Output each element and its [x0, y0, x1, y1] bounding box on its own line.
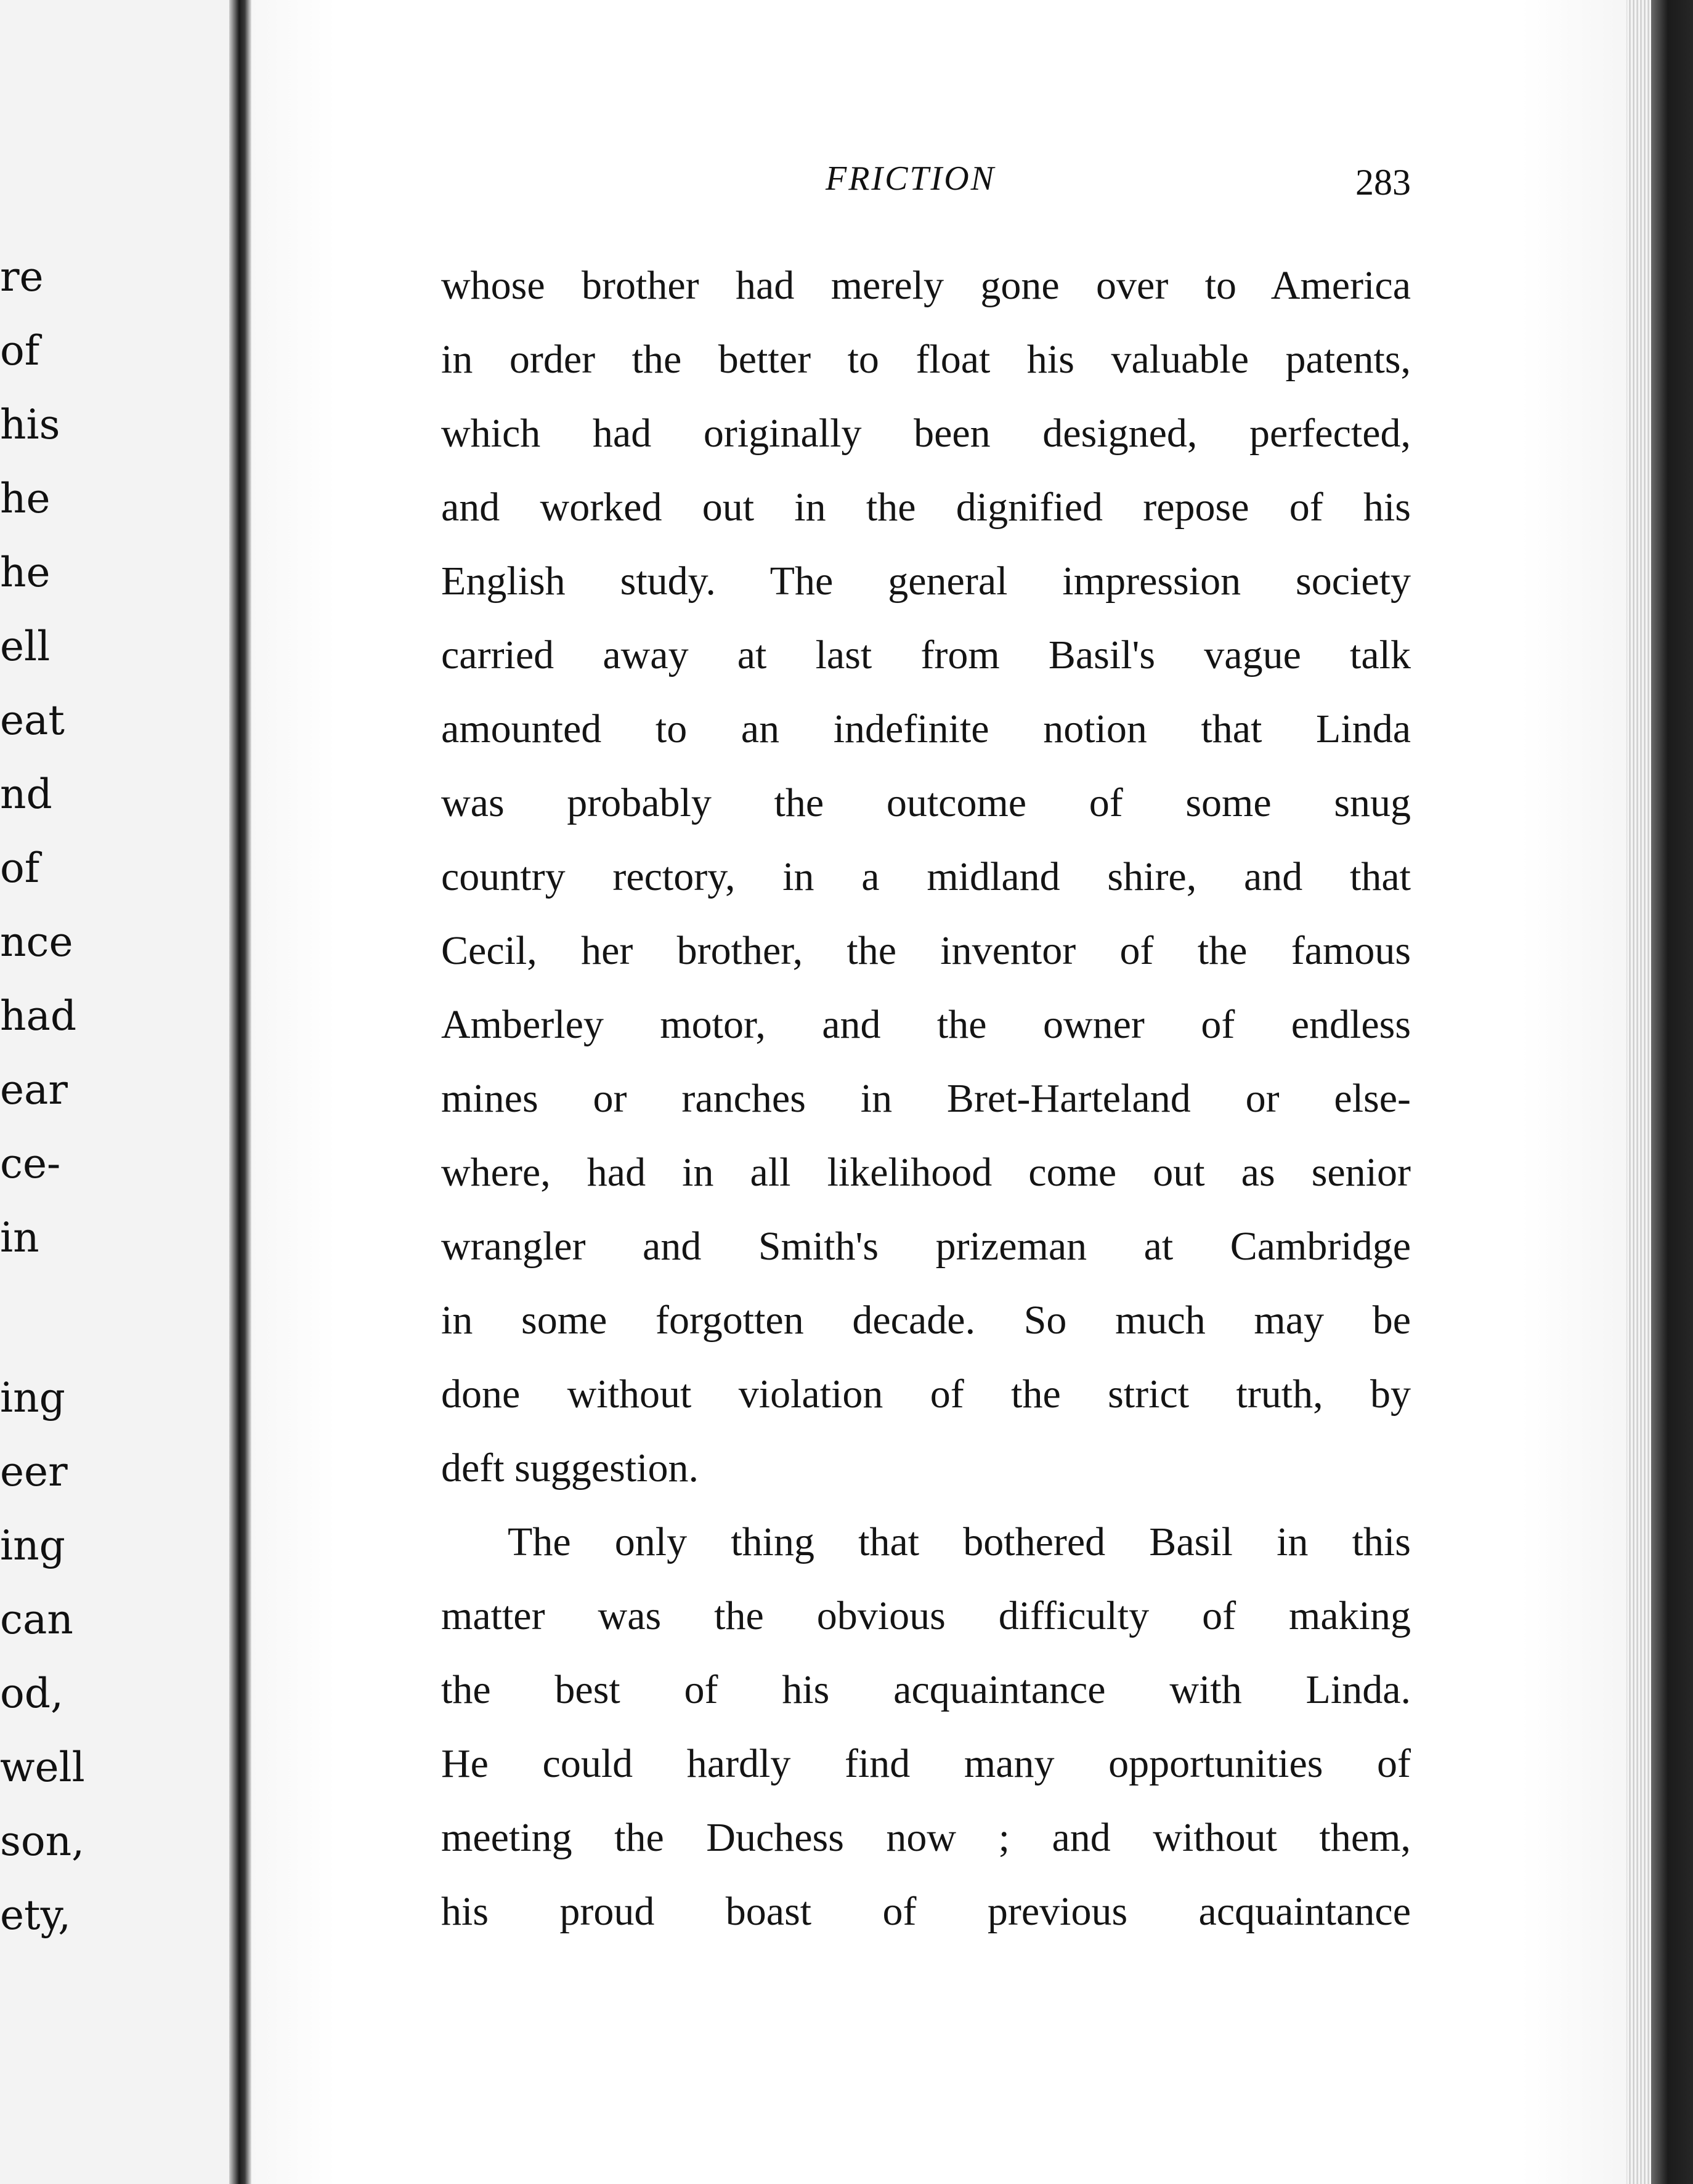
text-line: meeting the Duchess now ; and without them,: [441, 1815, 1411, 1860]
text-line: mines or ranches in Bret-Harteland or else-: [441, 1076, 1411, 1121]
left-page-line: ing: [0, 1374, 65, 1422]
text-line: He could hardly find many opportunities of: [441, 1741, 1411, 1786]
left-facing-page: [0, 0, 229, 2184]
left-page-line: ing: [0, 1522, 65, 1569]
left-page-line: he: [0, 475, 51, 522]
left-page-line: nd: [0, 770, 52, 818]
left-page-line: nce: [0, 918, 73, 966]
text-line: whose brother had merely gone over to America: [441, 263, 1411, 308]
left-page-line: eat: [0, 697, 65, 744]
left-page-line: ce-: [0, 1140, 61, 1187]
left-page-line: eer: [0, 1448, 68, 1495]
text-line: wrangler and Smith's prizeman at Cambridge: [441, 1224, 1411, 1269]
left-page-line: re: [0, 253, 44, 301]
text-line: amounted to an indefinite notion that Linda: [441, 706, 1411, 751]
left-page-line: his: [0, 401, 60, 448]
text-line: which had originally been designed, perfected,: [441, 411, 1411, 456]
left-page-line: od,: [0, 1670, 63, 1717]
text-line: his proud boast of previous acquaintance: [441, 1889, 1411, 1934]
left-page-line: in: [0, 1214, 39, 1261]
text-line: where, had in all likelihood come out as senior: [441, 1150, 1411, 1195]
left-page-line: of: [0, 327, 40, 374]
text-line: was probably the outcome of some snug: [441, 780, 1411, 825]
text-line: in some forgotten decade. So much may be: [441, 1298, 1411, 1343]
text-line: the best of his acquaintance with Linda.: [441, 1667, 1411, 1712]
book-binding-edge: [1651, 0, 1693, 2184]
left-page-line: can: [0, 1596, 73, 1643]
left-page-line: well: [0, 1744, 85, 1791]
left-page-line: ear: [0, 1066, 68, 1114]
text-line: in order the better to float his valuable patents,: [441, 337, 1411, 382]
text-line: The only thing that bothered Basil in this: [508, 1519, 1411, 1564]
left-page-line: ety,: [0, 1891, 71, 1939]
left-page-line: had: [0, 992, 77, 1040]
text-line: country rectory, in a midland shire, and that: [441, 854, 1411, 899]
text-line: English study. The general impression society: [441, 559, 1411, 604]
text-line: Amberley motor, and the owner of endless: [441, 1002, 1411, 1047]
text-line: deft suggestion.: [441, 1446, 699, 1490]
left-page-line: of: [0, 844, 40, 892]
running-title: FRICTION: [826, 160, 996, 198]
left-page-line: ell: [0, 623, 51, 670]
text-line: matter was the obvious difficulty of making: [441, 1593, 1411, 1638]
text-line: done without violation of the strict truth, by: [441, 1372, 1411, 1417]
left-page-line: son,: [0, 1818, 85, 1865]
page-stack-edge: [1626, 0, 1651, 2184]
body-text: [441, 249, 1411, 1949]
book-gutter: [229, 0, 251, 2184]
text-line: Cecil, her brother, the inventor of the famous: [441, 928, 1411, 973]
page-number: 283: [1355, 162, 1411, 203]
text-line: carried away at last from Basil's vague talk: [441, 633, 1411, 677]
left-page-line: he: [0, 549, 51, 596]
text-line: and worked out in the dignified repose of his: [441, 485, 1411, 530]
